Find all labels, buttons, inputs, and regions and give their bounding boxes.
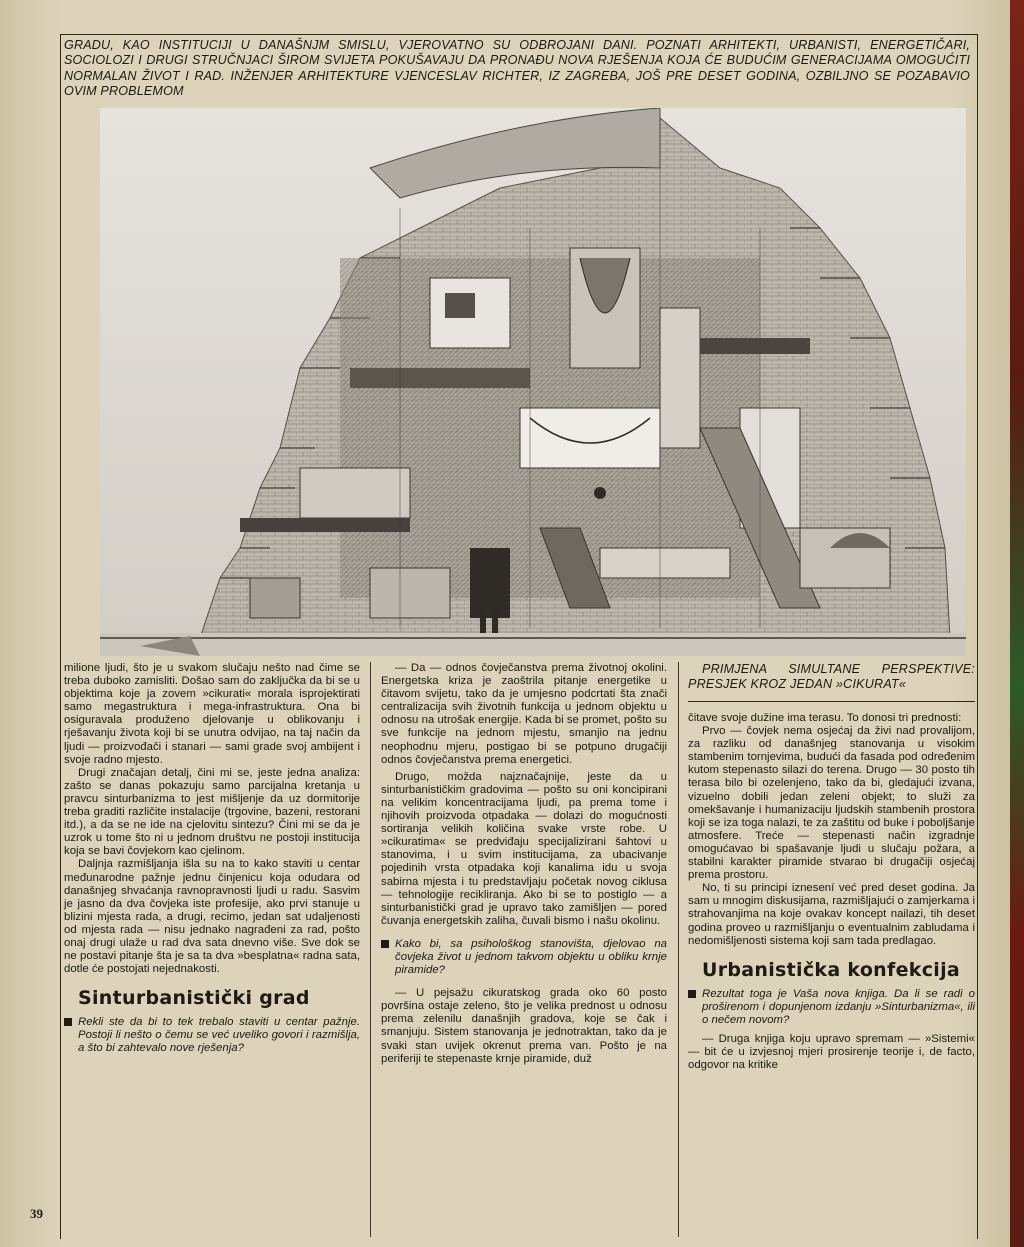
figure-caption: PRIMJENA SIMULTANE PERSPEKTIVE: PRESJEK KROZ JEDAN »CIKURAT«: [688, 662, 975, 702]
col2-paragraph-2: Drugo, možda najznačajnije, jeste da u sinturbanističkim gradovima — pošto su oni koncipirani na velikim koncentracijama ljudi, pa prema tome i njihovih proizvoda otpadaka — dolazi do mogućnosti sortiranja velikih količina svake vrste robe. U »cikuratima« se predviđaju specijalizirani šahtovi u stanovima, i u svim institucijama, za ubacivanje pojedinih vrsta otpadaka koji kanalima idu u svoja sabirna mjesta i tu predstavljaju početak novog ciklusa — tehnologije recikliranja. Ako bi se to postiglo — a sinturbanistički grad je upravo tako zamišljen — pored čuvanja energetskih zaliha, čuvali bismo i našu okolinu.: [381, 770, 667, 927]
col1-question-text: Rekli ste da bi to tek trebalo staviti u centar pažnje. Postoji li nešto o čemu se već uveliko govori i razmišlja, a što bi zahtevalo nove rješenja?: [78, 1016, 360, 1055]
page-number: 39: [30, 1206, 43, 1221]
column-divider-2: [678, 662, 679, 1237]
col3-paragraph-3: No, ti su principi iznesení već pred deset godina. Ja sam u mnogim diskusijama, razmišljajući o zamjerkama i strahovanjima na koje ovakav koncept nailazi, tih deset godina proveo u razmišljanju o eventualnim zabludama i nedomišljenosti sistema koji sam tada predlagao.: [688, 882, 975, 947]
col3-paragraph-4: — Druga knjiga koju upravo spremam — »Sistemi« — bit će u izvjesnoj mjeri prosirenje teorije i, de facto, odgovor na kritike: [688, 1032, 975, 1072]
col3-interview-question: [688, 988, 975, 1027]
architectural-drawing: [100, 108, 966, 656]
column-divider-1: [370, 662, 371, 1237]
col3-question-text: Rezultat toga je Vaša nova knjiga. Da li se radi o proširenom i dopunjenom izdanju »Sinturbanizma«, ili o nečem novom?: [702, 987, 975, 1026]
square-bullet-icon: [381, 940, 389, 948]
col1-paragraph-1: milione ljudi, što je u svakom slučaju nešto nad čime se treba duboko zamisliti. Došao sam do zaključka da bi se u objektima koje ja zovem »cikurati« morala isprojektirati samo megastruktura i mega-infrastruktura. Ona bi osiguravala produženo djelovanje u oblikovanju i rješavanju života koji bi se unutra odvijao, na taj način da ljudi — proizvođači i stanari — sami grade svoj ambijent i svoje radno mjesto.: [64, 662, 360, 766]
col1-paragraph-2: Drugi značajan detalj, čini mi se, jeste jedna analiza: zašto se danas pokazuju samo parcijalna kretanja u pravcu sinturbanizma to jest mišljenje da uz dormitorije treba graditi različite instalacije (trgovine, bazeni, restorani itd.), a da se ne ide na cjelovitu sintezu? Čini mi se da je uzrok u tome što ni u jednom društvu ne postoji institucija koja se bavi čovjekom kao cjelinom.: [64, 766, 360, 858]
col3-paragraph-1: čitave svoje dužine ima terasu. To donosi tri prednosti:: [688, 712, 962, 724]
col2-interview-question: [381, 938, 667, 977]
col2-paragraph-3: — U pejsažu cikuratskog grada oko 60 posto površina ostaje zeleno, što je velika prednost u odnosu prema zelenilu današnjih gradova, koje se čak i smanjuju. Sistem stanovanja je jednotraktan, tako da je svaki stan uvijek okrenut prema van. Pošto je na periferiji te stepenaste krnje piramide, duž: [381, 987, 667, 1065]
column-2: [381, 662, 667, 1066]
binding-edge: [1010, 0, 1024, 1247]
section-heading-sinturbanisticki-grad: Sinturbanistički grad: [78, 987, 310, 1010]
section-heading-urbanisticka-konfekcija: Urbanistička konfekcija: [702, 958, 961, 981]
col1-paragraph-3: Daljnja razmišljanja išla su na to kako staviti u centar međunarodne pažnje jednu činjenicu koja odudara od današnjeg shvaćanja ravnopravnosti ljudi u radu. Sasvim je jasno da dva čovjeka iste profesije, ako prvi stanuje u blizini mjesta rada, a drugi, recimo, jedan sat udaljenosti od mjesta rada — nisu jednako nagrađeni za rad, pošto onaj drugi ulaže u rad dva sata dnevno više. Sve dok se ne postavi pitanje šta je sa ta dva »besplatna« radna sata, dotle će postojati nejednakosti.: [64, 858, 360, 976]
col2-question-text: Kako bi, sa psihološkog stanovišta, djelovao na čovjeka život u jednom takvom objektu u obliku krnje piramide?: [395, 937, 667, 977]
square-bullet-icon: [688, 990, 696, 998]
column-1: [64, 662, 360, 1062]
intro-lead: GRADU, KAO INSTITUCIJI U DANAŠNJM SMISLU, VJEROVATNO SU ODBROJANI DANI. POZNATI ARHITEKTI, URBANISTI, ENERGETIČARI, SOCIOLOZI I DRUGI STRUČNJACI ŠIROM SVIJETA POKUŠAVAJU DA PRONAĐU NOVA RJEŠENJA KOJA ĆE BUDUĆIM GENERACIJAMA OMOGUĆITI NORMALAN ŽIVOT I RAD. INŽENJER ARHITEKTURE VJENCESLAV RICHTER, IZ ZAGREBA, JOŠ PRE DESET GODINA, OZBILJNO SE POZABAVIO OVIM PROBLEMOM: [64, 38, 970, 99]
column-3: [688, 662, 975, 1072]
square-bullet-icon: [64, 1018, 72, 1026]
col2-paragraph-1: — Da — odnos čovječanstva prema životnoj okolini. Energetska kriza je zaoštrila pitanje energetike u čitavom svijetu, tako da je umjesno podcrtati šta znači centralizacija svih životnih funkcija u jednom objektu u odnosu na utrošak energije. Kada bi se promet, pošto su sve funkcije na jednom mjestu, smanjio na jednu neophodnu mjeru, postigao bi se potpuno drugačiji odnos čovječanstva prema energetici.: [381, 662, 667, 766]
col1-interview-question: [64, 1016, 360, 1055]
cikurat-perspective-illustration: [100, 108, 966, 656]
col3-paragraph-2: Prvo — čovjek nema osjećaj da živi nad provalijom, za razliku od današnjeg stanovanja u visokim stambenim tornjevima, budući da fasada pod određenim kutom stepenasto silazi do terena. Drugo — 30 posto tih terasa bilo bi ozelenjeno, tako da bi, gledajući izvana, vizuelno dobili jedan zeleni objekt; to služi za omekšavanje i humanizaciju ljudskih stambenih prostora koji se iza toga nalazi, te za zaštitu od buke i poboljšanje atmosfere. Treće — stepenasti način izgradnje omogućavao bi spašavanje ljudi u slučaju požara, a stabilni karakter piramide stvarao bi drugačiji osjećaj prema prostoru.: [688, 725, 975, 882]
